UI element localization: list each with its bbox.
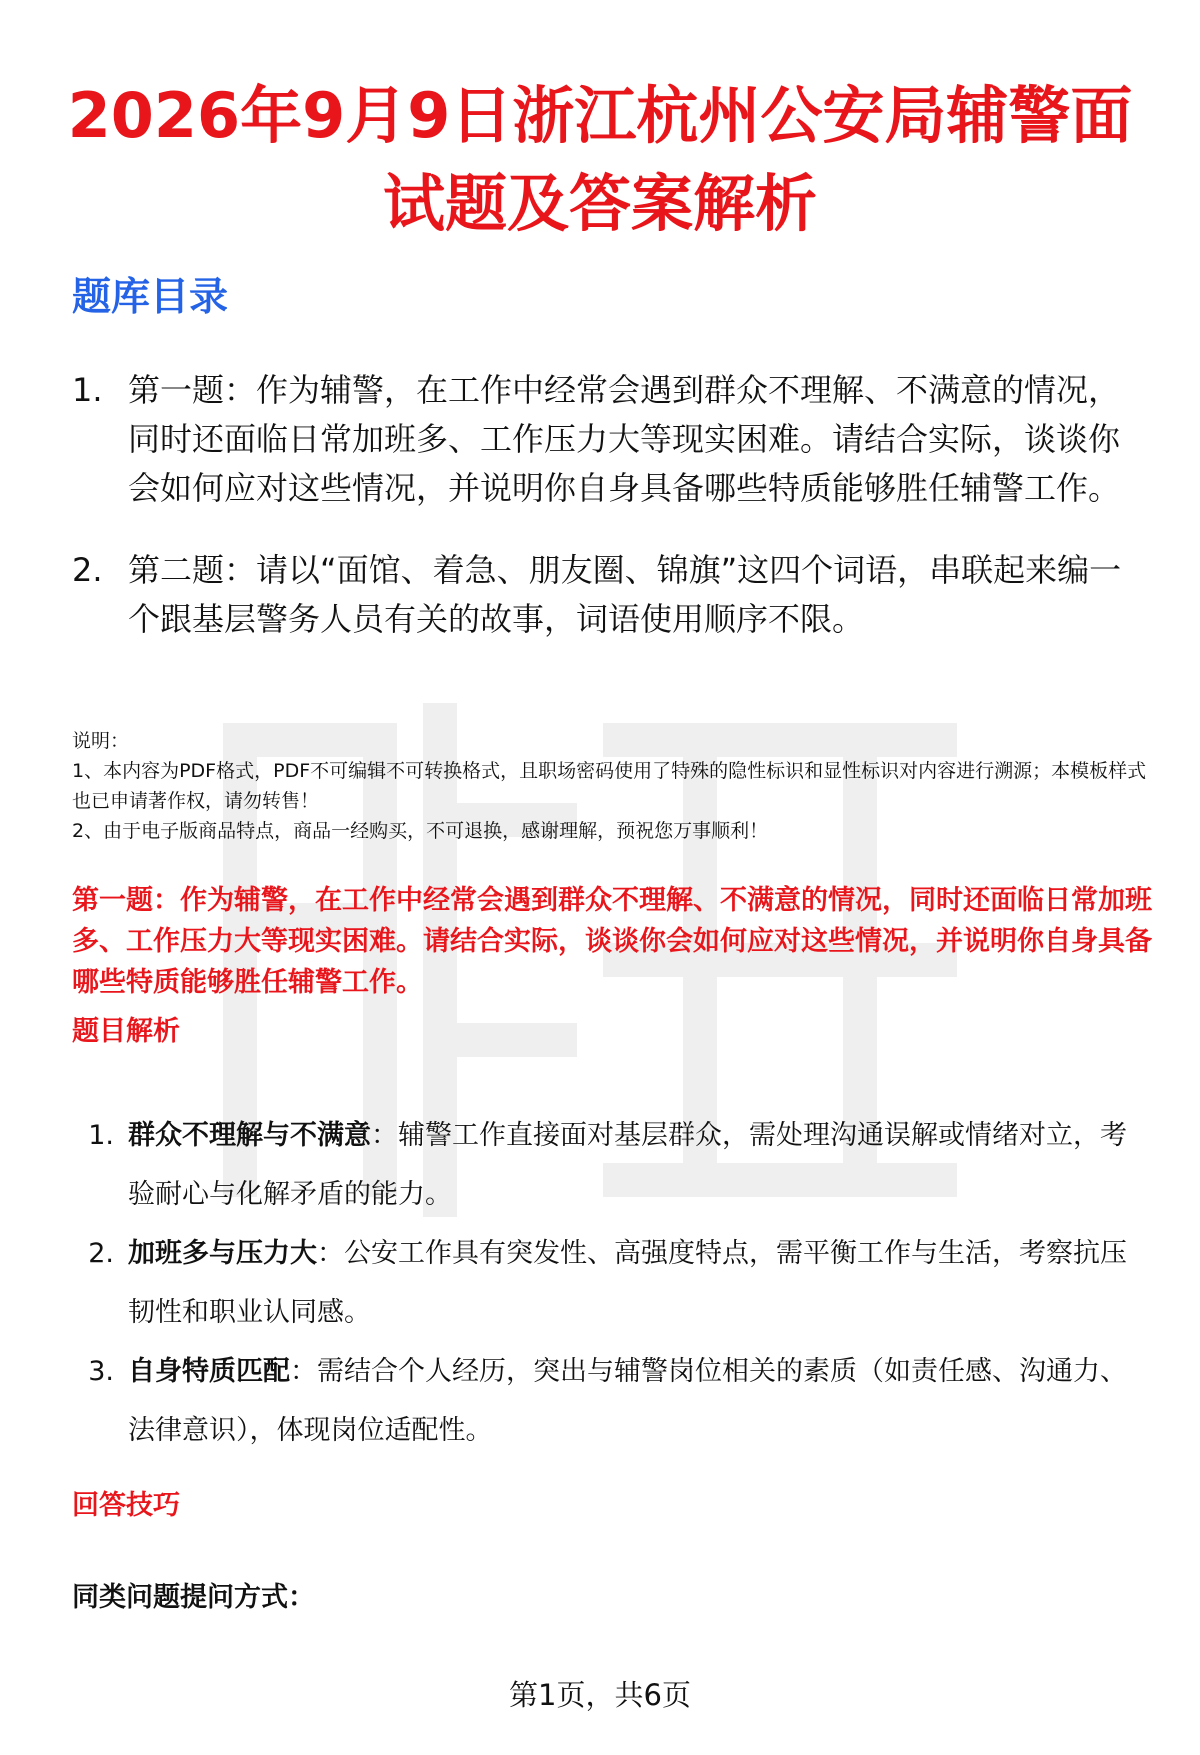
question-heading: 第一题：作为辅警，在工作中经常会遇到群众不理解、不满意的情况，同时还面临日常加班多、工作压力大等现实困难。请结合实际，谈谈你会如何应对这些情况，并说明你自身具备哪些特质能够胜任辅警工作。: [72, 885, 1152, 998]
analysis-heading: 题目解析: [72, 1016, 180, 1047]
analysis-item-body: [128, 1224, 1138, 1342]
toc-item[interactable]: [72, 546, 1152, 644]
analysis-item-text: ：公安工作具有突发性、高强度特点，需平衡工作与生活，考察抗压韧性和职业认同感。: [128, 1238, 1127, 1328]
toc-list: [72, 366, 1152, 677]
toc-item[interactable]: [72, 366, 1152, 513]
toc-item-number: 1.: [72, 371, 103, 409]
toc-item-number: 2.: [72, 551, 103, 589]
notes-line-2: 2、由于电子版商品特点，商品一经购买，不可退换，感谢理解，预祝您万事顺利！: [72, 820, 769, 842]
page-number: 第1页，共6页: [509, 1678, 691, 1712]
tips-heading: 回答技巧: [72, 1490, 180, 1521]
document-title: 2026年9月9日浙江杭州公安局辅警面试题及答案解析: [67, 79, 1133, 240]
analysis-item: [72, 1106, 1152, 1224]
analysis-list: [72, 1106, 1152, 1460]
toc-heading: 题库目录: [72, 275, 229, 320]
analysis-item-keyword: 加班多与压力大: [128, 1238, 317, 1269]
same-question-label: 同类问题提问方式：: [72, 1582, 315, 1613]
notes-block: [72, 726, 1152, 846]
analysis-item-keyword: 自身特质匹配: [128, 1356, 290, 1387]
analysis-item-keyword: 群众不理解与不满意: [128, 1120, 371, 1151]
analysis-item: [72, 1342, 1152, 1460]
analysis-item-text: ：辅警工作直接面对基层群众，需处理沟通误解或情绪对立，考验耐心与化解矛盾的能力。: [128, 1120, 1127, 1210]
analysis-item-number: 3.: [88, 1356, 114, 1387]
analysis-item-number: 1.: [88, 1120, 114, 1151]
notes-label: 说明：: [72, 730, 130, 752]
analysis-item-text: ：需结合个人经历，突出与辅警岗位相关的素质（如责任感、沟通力、法律意识），体现岗位适配性。: [128, 1356, 1127, 1446]
analysis-item: [72, 1224, 1152, 1342]
toc-item-text: 第二题：请以“面馆、着急、朋友圈、锦旗”这四个词语，串联起来编一个跟基层警务人员有关的故事，词语使用顺序不限。: [128, 551, 1122, 638]
analysis-item-number: 2.: [88, 1238, 114, 1269]
analysis-item-body: [128, 1106, 1138, 1224]
analysis-item-body: [128, 1342, 1138, 1460]
toc-item-text: 第一题：作为辅警，在工作中经常会遇到群众不理解、不满意的情况，同时还面临日常加班多、工作压力大等现实困难。请结合实际，谈谈你会如何应对这些情况，并说明你自身具备哪些特质能够胜任辅警工作。: [128, 371, 1121, 507]
notes-line-1: 1、本内容为PDF格式，PDF不可编辑不可转换格式，且职场密码使用了特殊的隐性标识和显性标识对内容进行溯源；本模板样式也已申请著作权，请勿转售！: [72, 760, 1147, 812]
